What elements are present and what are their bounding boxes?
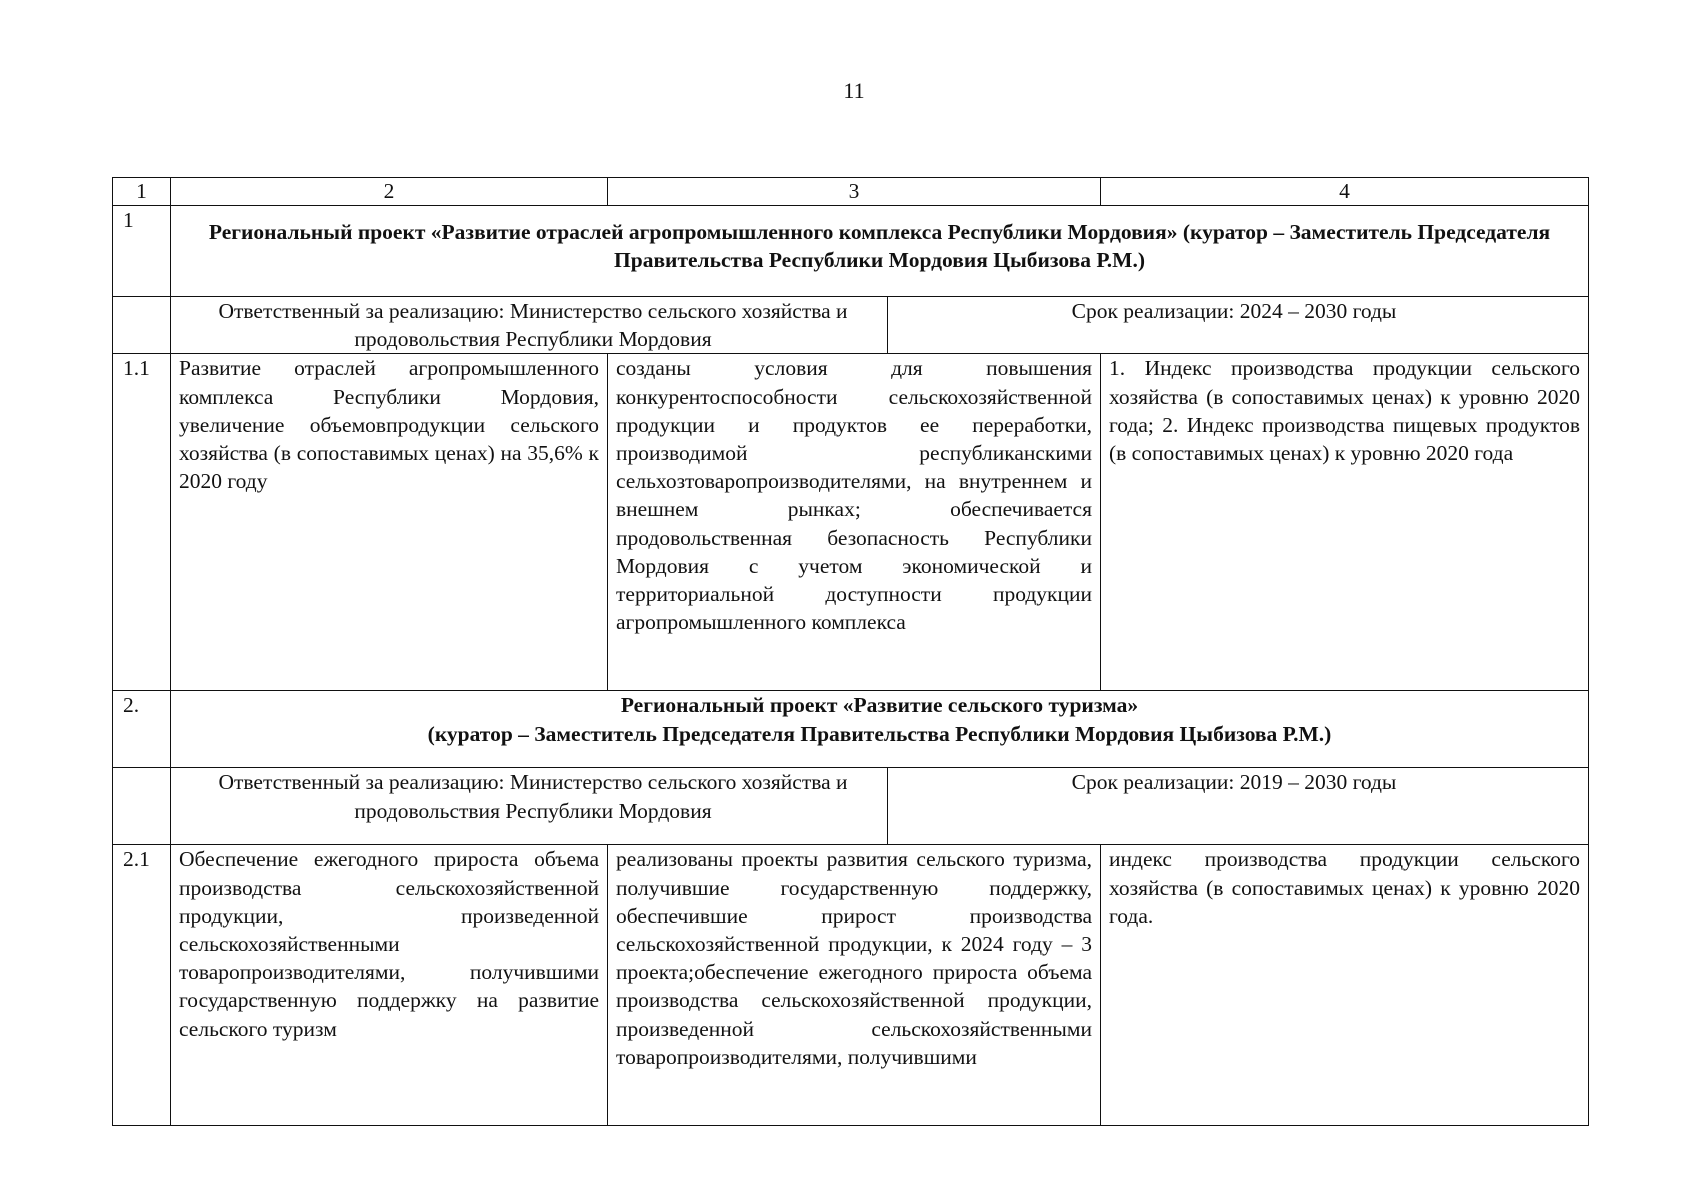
page-number: 11 — [843, 78, 865, 103]
row-2-1-number: 2.1 — [113, 845, 171, 1126]
project-2-title-line-1: Региональный проект «Развитие сельского туризма» — [620, 693, 1139, 718]
row-1-1-number: 1.1 — [113, 354, 171, 691]
row-2-1-effects: реализованы проекты развития сельского туризма, получившие государственную поддержку, обеспечившие прирост производства сельскохозяйственной продукции, к 2024 году – 3 проекта;обеспечение ежегодного прироста объема производства сельскохозяйственной продукции, произведенной сельскохозяйственными товаропроизводителями, получившими — [608, 845, 1101, 1126]
table-row-2-1 — [113, 845, 1589, 1126]
project-1-responsible: Ответственный за реализацию: Министерство сельского хозяйства и продовольствия Республики Мордовия — [179, 297, 888, 353]
column-numbers-row — [113, 178, 1589, 206]
column-number-3: 3 — [608, 178, 1101, 206]
row-1-1-task: Развитие отраслей агропромышленного комплекса Республики Мордовия, увеличение объемовпродукции сельского хозяйства (в сопоставимых ценах) на 35,6% к 2020 году — [171, 354, 608, 691]
row-1-1-effects: созданы условия для повышения конкурентоспособности сельскохозяйственной продукции и продуктов ее переработки, производимой республиканскими сельхозтоваропроизводителями, на внутреннем и внешнем рынках; обеспечивается продовольственная безопасность Республики Мордовия с учетом экономической и территориальной доступности продукции агропромышленного комплекса — [608, 354, 1101, 691]
project-1-number: 1 — [113, 206, 171, 297]
project-2-title-line-2: (куратор – Заместитель Председателя Правительства Республики Мордовия Цыбизова Р.М.) — [427, 721, 1332, 746]
column-number-2: 2 — [171, 178, 608, 206]
measures-table — [112, 177, 1589, 1126]
project-1-title: Региональный проект «Развитие отраслей агропромышленного комплекса Республики Мордовия» (куратор – Заместитель Председателя Правительства Республики Мордовия Цыбизова Р.М.) — [171, 206, 1589, 297]
project-1-term: Срок реализации: 2024 – 2030 годы — [1071, 299, 1397, 323]
project-1-meta-cell — [171, 297, 1589, 354]
project-1-empty-cell — [113, 297, 171, 354]
project-2-responsible: Ответственный за реализацию: Министерство сельского хозяйства и продовольствия Республики Мордовия — [179, 768, 888, 844]
column-number-1: 1 — [113, 178, 171, 206]
project-1-responsible-row — [113, 297, 1589, 354]
row-1-1-indicators: 1. Индекс производства продукции сельского хозяйства (в сопоставимых ценах) к уровню 2020 года; 2. Индекс производства пищевых продуктов (в сопоставимых ценах) к уровню 2020 года — [1101, 354, 1589, 691]
project-1-title-row — [113, 206, 1589, 297]
row-2-1-indicators: индекс производства продукции сельского хозяйства (в сопоставимых ценах) к уровню 2020 года. — [1101, 845, 1589, 1126]
project-2-empty-cell — [113, 768, 171, 845]
table-row-1-1 — [113, 354, 1589, 691]
project-2-number: 2. — [113, 691, 171, 768]
project-2-meta-cell — [171, 768, 1589, 845]
row-2-1-task: Обеспечение ежегодного прироста объема производства сельскохозяйственной продукции, произведенной сельскохозяйственными товаропроизводителями, получившими государственную поддержку на развитие сельского туризм — [171, 845, 608, 1126]
column-number-4: 4 — [1101, 178, 1589, 206]
project-2-title — [171, 691, 1589, 768]
project-2-responsible-row — [113, 768, 1589, 845]
project-2-term: Срок реализации: 2019 – 2030 годы — [1071, 770, 1397, 795]
project-2-title-row — [113, 691, 1589, 768]
